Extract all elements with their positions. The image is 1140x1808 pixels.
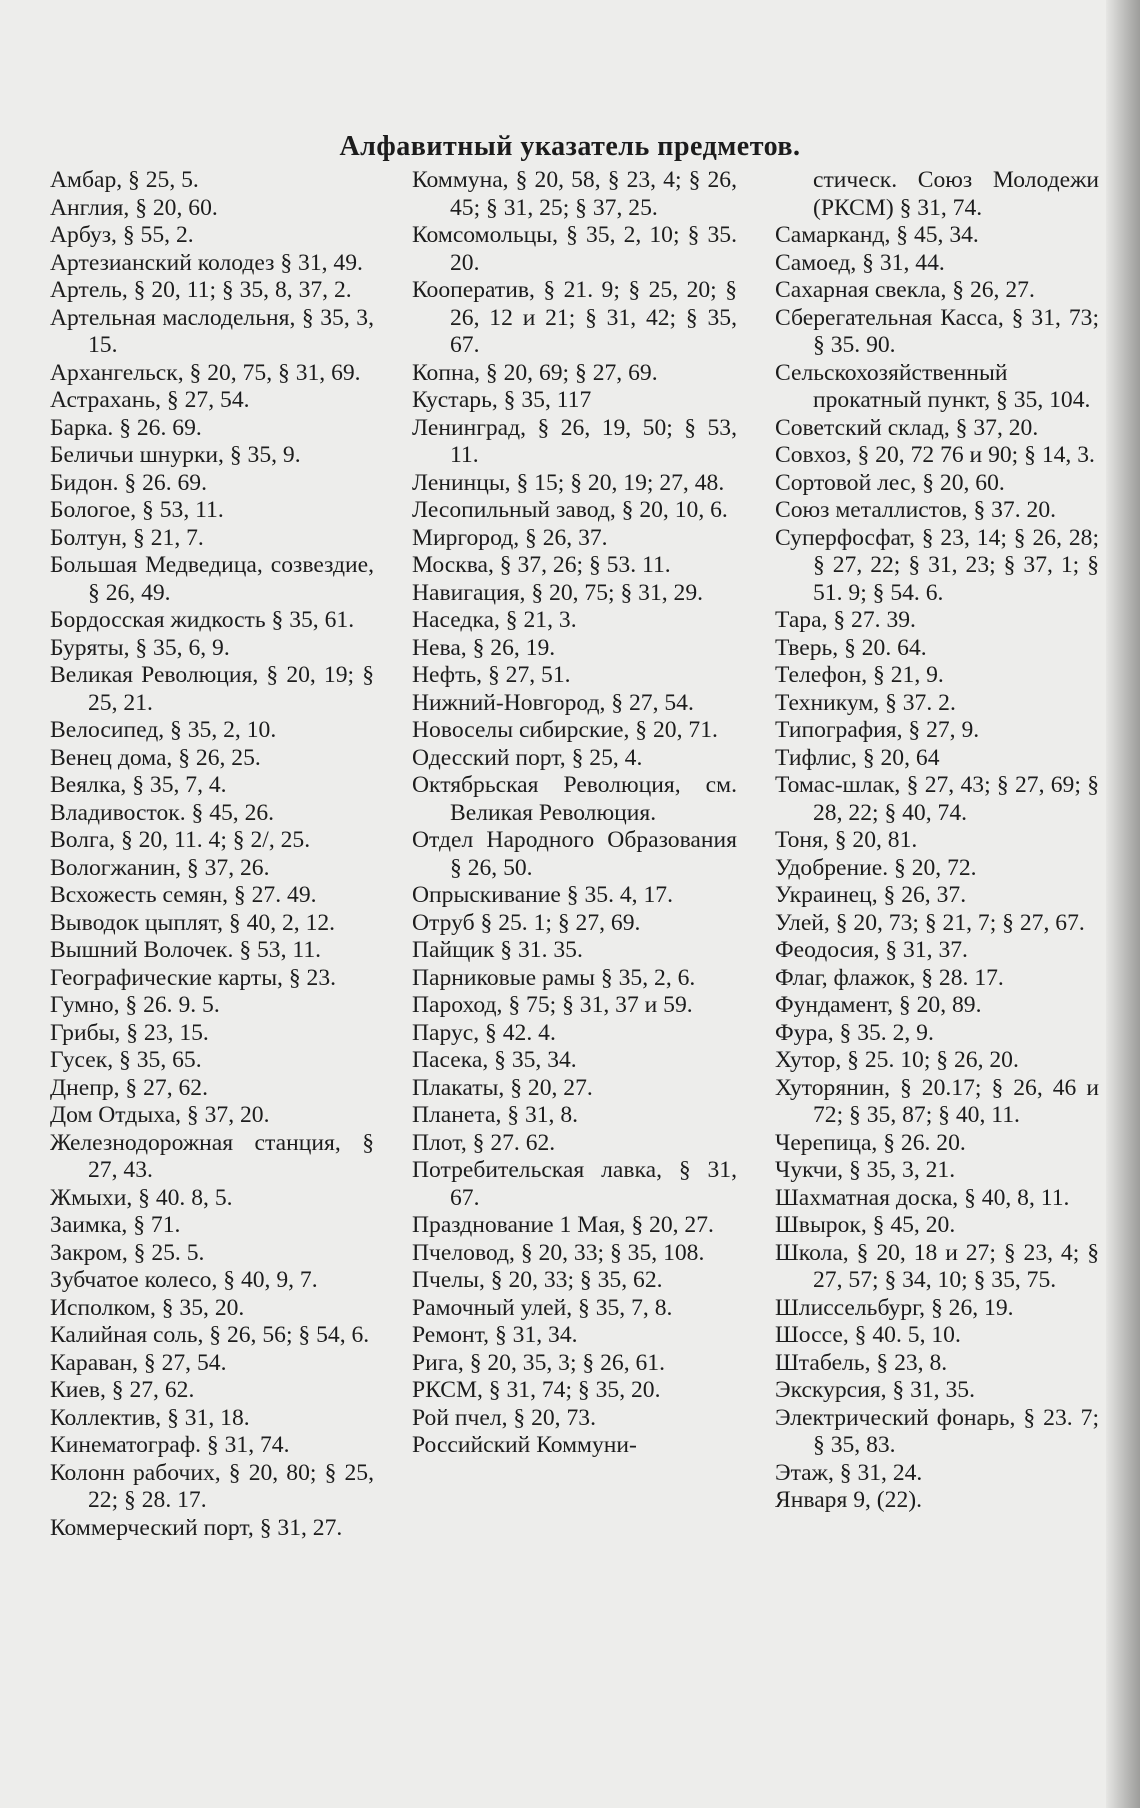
index-entry: Зубчатое колесо, § 40, 9, 7. [50,1267,318,1293]
index-entry: Навигация, § 20, 75; § 31, 29. [412,579,704,606]
index-entry: Парниковые рамы § 35, 2, 6. [412,964,696,991]
index-entry: Опрыскивание § 35. 4, 17. [412,882,673,908]
index-entry: Хуторянин, § 20.17; § 26, 46 и 72; § 35, 87; § 40, 11. [775,1074,1099,1128]
index-entry: Наседка, § 21, 3. [412,607,577,633]
index-entry: Плот, § 27. 62. [412,1129,556,1156]
index-entry: Феодосия, § 31, 37. [775,937,968,963]
index-entry: Гумно, § 26. 9. 5. [50,992,220,1018]
index-entry: Телефон, § 21, 9. [775,662,944,688]
index-entry: Отруб § 25. 1; § 27, 69. [412,909,641,936]
index-entry: Пароход, § 75; § 31, 37 и 59. [412,992,693,1018]
index-entry: Флаг, флажок, § 28. 17. [775,964,1004,991]
index-entry: Артезианский колодез § 31, 49. [50,249,363,276]
index-entry: Вышний Волочек. § 53, 11. [50,937,322,963]
index-entry: Улей, § 20, 73; § 21, 7; § 27, 67. [775,909,1085,936]
index-entry: Школа, § 20, 18 и 27; § 23, 4; § 27, 57; § 34, 10; § 35, 75. [775,1239,1099,1293]
index-entry: Заимка, § 71. [50,1212,181,1238]
index-entry: Коллектив, § 31, 18. [50,1404,250,1431]
index-entry: Удобрение. § 20, 72. [775,854,977,881]
index-entry: Фура, § 35. 2, 9. [775,1019,934,1046]
index-entry: Хутор, § 25. 10; § 26, 20. [775,1047,1019,1073]
index-entry: Болтун, § 21, 7. [50,524,204,551]
index-entry: Географические карты, § 23. [50,964,337,991]
index-entry: Сахарная свекла, § 26, 27. [775,277,1035,303]
index-column-2 [412,167,737,1460]
index-column-1 [50,167,374,1542]
index-entry: Пасека, § 35, 34. [412,1047,577,1073]
index-entry: Барка. § 26. 69. [50,414,202,441]
index-entry: Тоня, § 20, 81. [775,827,918,853]
index-entry: Пчелы, § 20, 33; § 35, 62. [412,1267,663,1293]
index-entry: Киев, § 27, 62. [50,1377,195,1403]
index-entry: Фундамент, § 20, 89. [775,992,982,1018]
index-entry: Артель, § 20, 11; § 35, 8, 37, 2. [50,277,352,303]
index-entry: Одесский порт, § 25, 4. [412,744,643,771]
index-entry: Нева, § 26, 19. [412,634,556,661]
index-entry: стическ. Союз Молодежи (РКСМ) § 31, 74. [813,167,1099,221]
index-entry: Типография, § 27, 9. [775,717,980,743]
index-entry: Миргород, § 26, 37. [412,524,608,551]
index-entry: Штабель, § 23, 8. [775,1349,948,1376]
index-entry: Кооператив, § 21. 9; § 25, 20; § 26, 12 и 21; § 31, 42; § 35, 67. [412,277,737,358]
index-entry: Англия, § 20, 60. [50,194,218,221]
index-entry: Архангельск, § 20, 75, § 31, 69. [50,359,361,386]
index-entry: Чукчи, § 35, 3, 21. [775,1157,956,1183]
index-entry: Москва, § 37, 26; § 53. 11. [412,552,671,578]
index-entry: Этаж, § 31, 24. [775,1459,923,1486]
index-entry: Колонн рабочих, § 20, 80; § 25, 22; § 28. 17. [50,1459,374,1513]
index-entry: Украинец, § 26, 37. [775,882,967,908]
index-entry: Шоссе, § 40. 5, 10. [775,1322,961,1348]
index-entry: Всхожесть семян, § 27. 49. [50,882,317,908]
index-entry: Томас-шлак, § 27, 43; § 27, 69; § 28, 22; § 40, 74. [775,772,1099,826]
index-entry: Шахматная доска, § 40, 8, 11. [775,1184,1070,1211]
index-entry: Гусек, § 35, 65. [50,1047,202,1073]
index-entry: Веялка, § 35, 7, 4. [50,772,227,798]
index-entry: Плакаты, § 20, 27. [412,1074,593,1101]
index-entry: Астрахань, § 27, 54. [50,387,250,413]
index-column-3 [775,167,1099,1515]
index-entry: Тверь, § 20. 64. [775,634,927,661]
index-entry: Швырок, § 45, 20. [775,1212,956,1238]
index-entry: Октябрьская Революция, см. Великая Революция. [412,772,737,826]
index-entry: Ленинцы, § 15; § 20, 19; 27, 48. [412,469,725,496]
index-entry: Выводок цыплят, § 40, 2, 12. [50,909,336,936]
index-entry: Нефть, § 27, 51. [412,662,571,688]
index-entry: Российский Коммуни- [412,1432,637,1458]
index-entry: Калийная соль, § 26, 56; § 54, 6. [50,1322,370,1348]
index-entry: Самарканд, § 45, 34. [775,222,979,248]
index-entry: Караван, § 27, 54. [50,1349,227,1376]
index-entry: Закром, § 25. 5. [50,1239,205,1266]
index-entry: Венец дома, § 26, 25. [50,744,261,771]
index-entry: Ремонт, § 31, 34. [412,1322,578,1348]
index-entry: Коммерческий порт, § 31, 27. [50,1514,343,1541]
index-entry: Советский склад, § 37, 20. [775,414,1039,441]
index-entry: Рой пчел, § 20, 73. [412,1404,596,1431]
index-entry: Большая Медведица, созвездие, § 26, 49. [50,552,374,606]
index-entry: Великая Революция, § 20, 19; § 25, 21. [50,662,374,716]
index-entry: Электрический фонарь, § 23. 7; § 35, 83. [775,1404,1099,1458]
index-entry: Пчеловод, § 20, 33; § 35, 108. [412,1239,705,1266]
index-entry: Владивосток. § 45, 26. [50,799,275,826]
index-entry: Шлиссельбург, § 26, 19. [775,1294,1014,1321]
index-entry: Совхоз, § 20, 72 76 и 90; § 14, 3. [775,442,1095,468]
index-entry: Самоед, § 31, 44. [775,249,945,276]
index-entry: Нижний-Новгород, § 27, 54. [412,689,694,716]
index-entry: Грибы, § 23, 15. [50,1019,209,1046]
index-entry: Комсомольцы, § 35, 2, 10; § 35. 20. [412,222,737,276]
index-entry: Января 9, (22). [775,1487,923,1513]
index-entry: Сберегательная Касса, § 31, 73; § 35. 90. [775,304,1099,358]
index-entry: Техникум, § 37. 2. [775,689,956,716]
index-entry: Кустарь, § 35, 117 [412,387,592,413]
index-entry: Бологое, § 53, 11. [50,497,224,523]
index-entry: Суперфосфат, § 23, 14; § 26, 28; § 27, 22; § 31, 23; § 37, 1; § 51. 9; § 54. 6. [775,524,1099,606]
index-entry: Железнодорожная станция, § 27, 43. [50,1129,374,1183]
index-entry: Празднование 1 Мая, § 20, 27. [412,1212,714,1238]
index-entry: Пайщик § 31. 35. [412,937,583,963]
index-entry: Копна, § 20, 69; § 27, 69. [412,359,658,386]
index-entry: Планета, § 31, 8. [412,1102,579,1128]
page-edge-shadow [1106,0,1140,1808]
index-entry: Волга, § 20, 11. 4; § 2/, 25. [50,827,311,853]
index-entry: Рамочный улей, § 35, 7, 8. [412,1294,673,1321]
index-entry: Бордосская жидкость § 35, 61. [50,607,355,633]
index-entry: Новоселы сибирские, § 20, 71. [412,717,718,743]
index-entry: РКСМ, § 31, 74; § 35, 20. [412,1377,661,1403]
index-entry: Жмыхи, § 40. 8, 5. [50,1184,233,1211]
index-entry: Парус, § 42. 4. [412,1019,556,1046]
page-title: Алфавитный указатель предметов. [339,130,801,162]
index-entry: Тифлис, § 20, 64 [775,744,940,771]
index-entry: Коммуна, § 20, 58, § 23, 4; § 26, 45; § 31, 25; § 37, 25. [412,167,737,221]
index-entry: Велосипед, § 35, 2, 10. [50,717,277,743]
index-entry: Дом Отдыха, § 37, 20. [50,1102,270,1128]
index-entry: Лесопильный завод, § 20, 10, 6. [412,497,728,523]
index-entry: Черепица, § 26. 20. [775,1129,966,1156]
index-entry: Артельная маслодельня, § 35, 3, 15. [50,304,374,358]
index-entry: Отдел Народного Образования § 26, 50. [412,827,737,881]
index-entry: Сортовой лес, § 20, 60. [775,469,1005,496]
index-entry: Рига, § 20, 35, 3; § 26, 61. [412,1349,665,1376]
index-entry: Вологжанин, § 37, 26. [50,854,270,881]
index-entry: Амбар, § 25, 5. [50,167,199,193]
index-entry: Союз металлистов, § 37. 20. [775,497,1057,523]
index-entry: Экскурсия, § 31, 35. [775,1377,975,1403]
index-entry: Кинематограф. § 31, 74. [50,1432,290,1458]
index-entry: Ленинград, § 26, 19, 50; § 53, 11. [412,414,737,468]
index-entry: Беличьи шнурки, § 35, 9. [50,442,301,468]
index-entry: Потребительская лавка, § 31, 67. [412,1157,737,1211]
index-entry: Бидон. § 26. 69. [50,469,207,496]
index-entry: Днепр, § 27, 62. [50,1074,208,1101]
index-entry: Сельскохозяйственный прокатный пункт, § 35, 104. [775,359,1091,413]
index-entry: Буряты, § 35, 6, 9. [50,634,230,661]
index-entry: Арбуз, § 55, 2. [50,222,194,248]
index-entry: Тара, § 27. 39. [775,607,916,633]
index-entry: Исполком, § 35, 20. [50,1294,245,1321]
